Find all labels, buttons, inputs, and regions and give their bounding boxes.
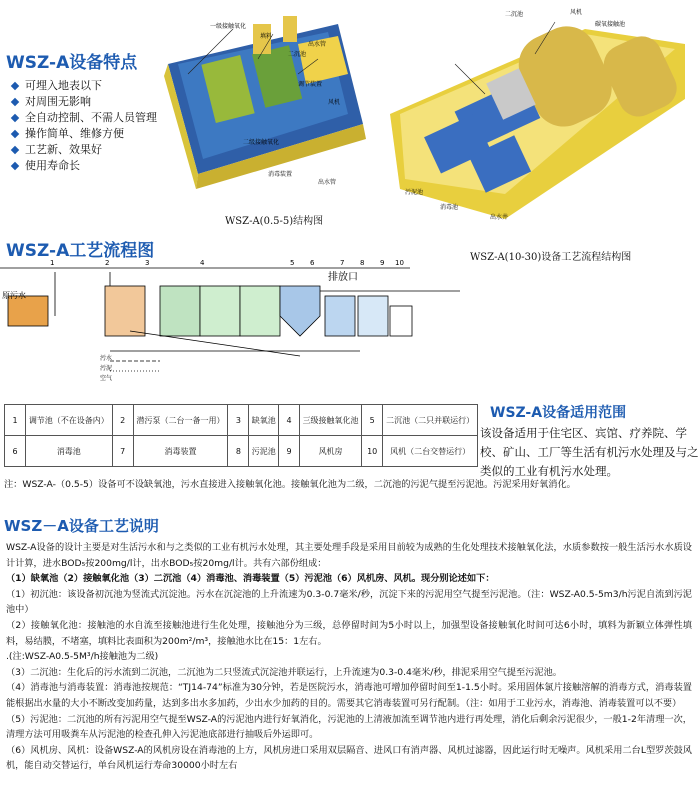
diamond-bullet-icon (11, 162, 19, 170)
svg-text:出水井: 出水井 (490, 214, 509, 221)
flow-title: WSZ-A工艺流程图 (6, 241, 155, 261)
step-number: 1 (50, 259, 55, 267)
paragraph: （1）初沉池：该设备初沉池为竖流式沉淀池。污水在沉淀池的上升流速为0.3-0.7毫米/秒，沉淀下来的污泥用空气提至污泥池。（注：WSZ-A0.5-5m3/h污泥自流到污泥池中） (6, 588, 692, 616)
scope-title: WSZ-A设备适用范围 (490, 405, 627, 421)
large-equipment-illustration (385, 4, 697, 239)
step-number: 2 (105, 259, 110, 267)
step-number: 5 (290, 259, 295, 267)
table-note: 注：WSZ-A-（0.5-5）设备可不设缺氧池，污水直接进入接触氧化池。接触氧化池为二级，二沉池的污泥气提至污泥池。污泥采用好氧消化。 (4, 479, 576, 490)
svg-text:风机: 风机 (570, 9, 583, 16)
paragraph: （5）污泥池：二沉池的所有污泥用空气提至WSZ-A的污泥池内进行好氧消化，污泥池的上清液加流至调节池内进行再处理，消化后剩余污泥很少，一般1-2年清理一次，清理方法可用吸粪车从污泥池的检查孔伸入污泥池底部进行抽吸后外运即可。 (6, 713, 692, 741)
paragraph: （2）接触氧化池：接触池的水自流至接触池进行生化处理，接触池分为三级，总停留时间为5小时以上，加强型设备接触氧化时间可达6小时，填料为新颖立体弹性填料，易结膜，不堵塞，填料比表面积为200m²/m³，接触池水比在15：1左右。 (6, 619, 692, 647)
small-equipment-illustration (148, 4, 378, 204)
paragraph: （4）消毒池与消毒装置：消毒池按规范：“TJ14-74”标准为30分钟，若是医院污水，消毒池可增加停留时间至1-1.5小时。采用固体氯片接触溶解的消毒方式，消毒装置能根据出水量的大小不断改变加药量，达到多出水多加药，少出水少加药的目的。需要其它消毒装置可另行配制。（注：如用于工业污水，消毒池、消毒装置可以不要） (6, 682, 692, 709)
paragraph: WSZ-A设备的设计主要是对生活污水和与之类似的工业有机污水处理，其主要处理手段是采用目前较为成熟的生化处理技术接触氧化法，水质参数按一般生活污水水质设计计算，进水BOD₅按200mg/l计，出水BOD₅按20mg/l计。共有六部份组成： (6, 542, 692, 569)
step-number: 8 (360, 259, 365, 267)
feature-item: 操作简单、维修方便 (12, 126, 157, 142)
paragraph: （3）二沉池：生化后的污水流到二沉池，二沉池为二只竖流式沉淀池并联运行，上升流速为0.3-0.4毫米/秒，排泥采用空气提至污泥池。 (6, 666, 562, 678)
features-list (12, 78, 157, 174)
diamond-bullet-icon (11, 82, 19, 90)
process-table (4, 404, 478, 467)
diamond-bullet-icon (11, 130, 19, 138)
svg-text:出水管: 出水管 (318, 179, 337, 186)
description-title: WSZ－A设备工艺说明 (4, 517, 159, 535)
process-flow-diagram (0, 256, 470, 388)
table-row: 6 消毒池 7 消毒装置 8 污泥池 9 风机房 10 风机（二台交替运行） (5, 436, 478, 467)
figure-large-caption: WSZ-A(10-30)设备工艺流程结构图 (470, 252, 632, 263)
svg-text:填料: 填料 (260, 33, 273, 40)
step-number: 6 (310, 259, 315, 267)
svg-text:二沉池: 二沉池 (505, 11, 524, 18)
description-body (6, 540, 692, 774)
feature-item: 对周围无影响 (12, 94, 157, 110)
feature-item: 可埋入地表以下 (12, 78, 157, 94)
svg-text:风机: 风机 (328, 99, 341, 106)
features-title: WSZ-A设备特点 (6, 53, 138, 73)
feature-item: 使用寿命长 (12, 158, 157, 174)
raw-sewage-label: 原污水 (2, 291, 26, 300)
svg-text:碳氧接触池: 碳氧接触池 (595, 21, 626, 28)
legend-label: 空气 (100, 375, 113, 382)
discharge-label: 排放口 (328, 272, 358, 283)
legend-label: 污泥 (100, 365, 113, 372)
svg-text:消毒装置: 消毒装置 (268, 171, 293, 178)
feature-item: 工艺新、效果好 (12, 142, 157, 158)
diamond-bullet-icon (11, 146, 19, 154)
diamond-bullet-icon (11, 98, 19, 106)
step-number: 3 (145, 259, 150, 267)
step-number: 9 (380, 259, 385, 267)
svg-text:二沉池: 二沉池 (288, 51, 307, 58)
paragraph: （6）风机房、风机：设备WSZ-A的风机房设在消毒池的上方，风机房进口采用双层隔音、进风口有消声器、风机过滤器，因此运行时无噪声。风机采用二台L型罗茨鼓风机，能自动交替运行，单台风机运行寿命30000小时左右 (6, 744, 692, 772)
svg-text:污泥池: 污泥池 (405, 189, 424, 196)
step-number: 7 (340, 259, 345, 267)
scope-text: 该设备适用于住宅区、宾馆、疗养院、学校、矿山、工厂等生活有机污水处理及与之类似的工业有机污水处理。 (480, 426, 699, 478)
table-row: 1 调节池（不在设备内） 2 潜污泵（二台一备一用） 3 缺氧池 4 三级接触氧化池 5 二沉池（二只并联运行） (5, 405, 478, 436)
svg-text:二级接触氧化: 二级接触氧化 (243, 139, 280, 146)
step-number: 4 (200, 259, 205, 267)
svg-text:调节装置: 调节装置 (298, 81, 323, 88)
label: 一级接触氧化 (210, 23, 247, 30)
diamond-bullet-icon (11, 114, 19, 122)
figure-small-caption: WSZ-A(0.5-5)结构图 (225, 216, 324, 227)
legend-label: 污水 (100, 355, 113, 362)
svg-text:消毒池: 消毒池 (440, 204, 459, 211)
paragraph: （1）缺氧池（2）接触氧化池（3）二沉池（4）消毒池、消毒装置（5）污泥池（6）风机房、风机。现分别论述如下： (6, 573, 495, 585)
step-number: 10 (395, 259, 404, 267)
svg-text:出水管: 出水管 (308, 41, 327, 48)
feature-item: 全自动控制、不需人员管理 (12, 110, 157, 126)
paragraph: .(注:WSZ-A0.5-5M³/h接触池为二级) (6, 651, 159, 663)
